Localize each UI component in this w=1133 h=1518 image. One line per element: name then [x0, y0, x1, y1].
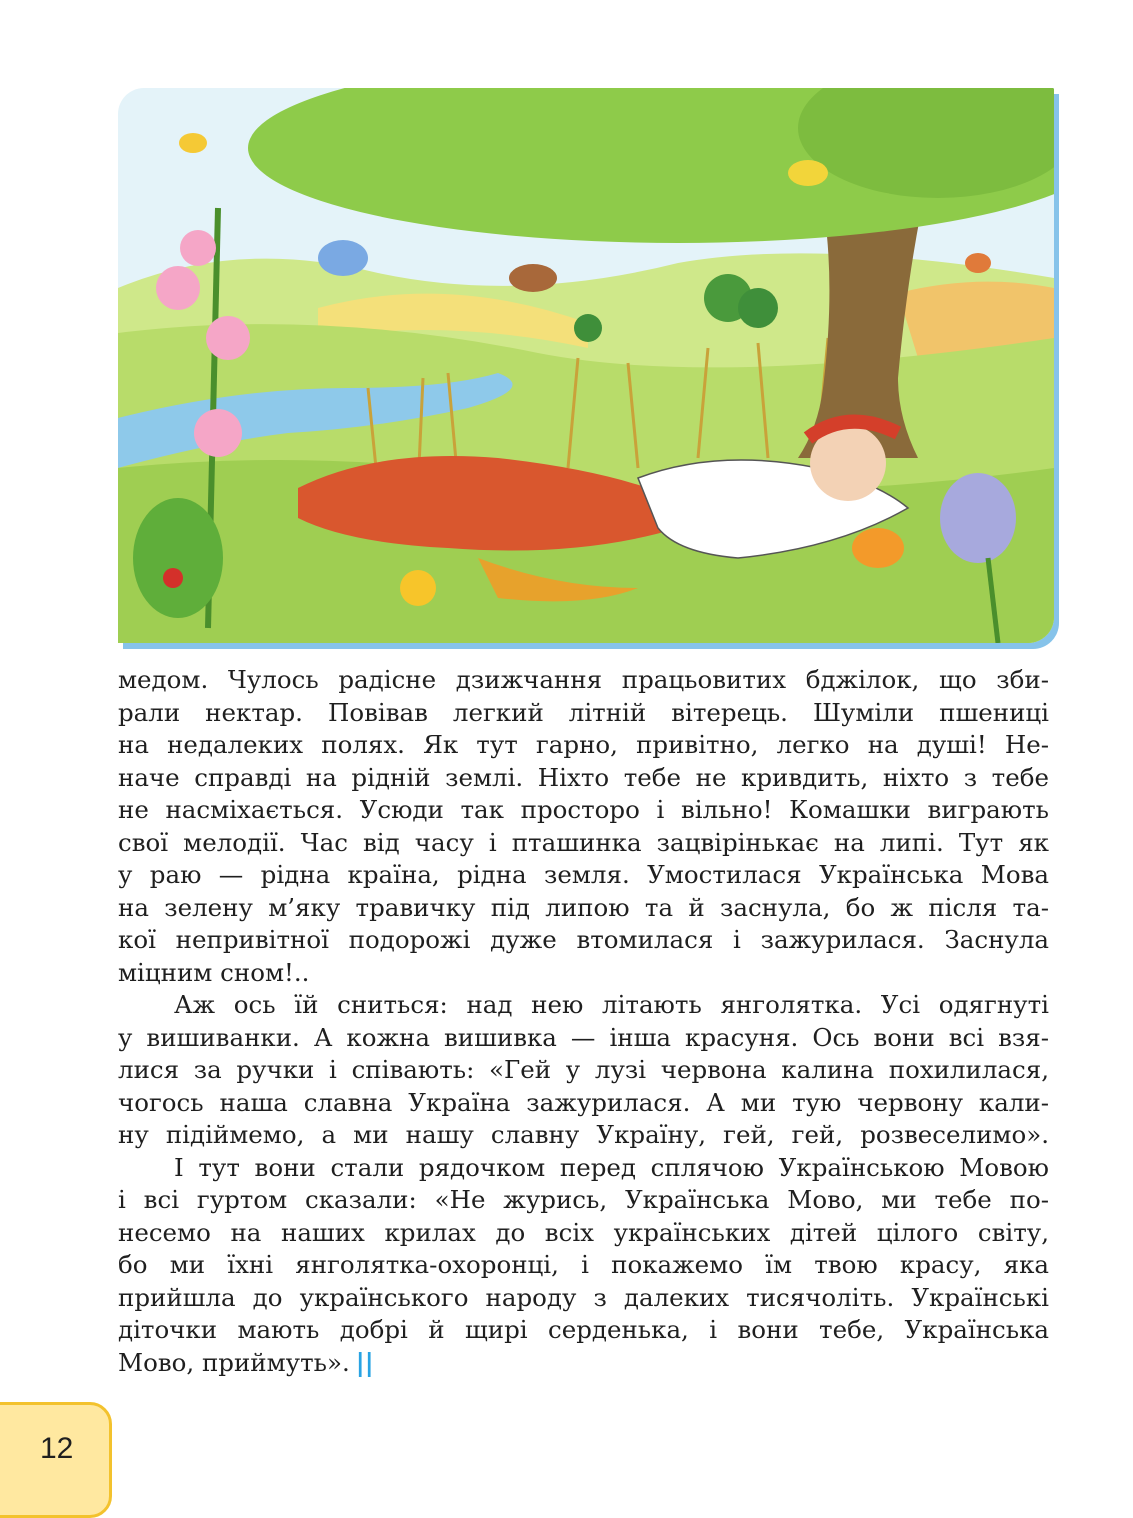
paragraph-line: рали нектар. Повівав легкий літній вітерець. Шуміли пшениці	[118, 697, 1049, 727]
paragraph-line: і всі гуртом сказали: «Не журись, Українська Мово, ми тебе по-	[118, 1185, 1049, 1214]
paragraph-line: на зелену м’яку травичку під липою та й заснула, бо ж після та-	[118, 892, 1049, 922]
paragraph-line-text: Мово, приймуть».	[118, 1347, 350, 1377]
paragraph-line: наче справді на рідній землі. Ніхто тебе не кривдить, ніхто з тебе	[118, 762, 1049, 792]
paragraph-line: несемо на наших крилах до всіх українських дітей цілого світу,	[118, 1217, 1049, 1247]
paragraph-line: міцним сном!..	[118, 957, 310, 987]
story-text	[118, 664, 1049, 1379]
paragraph-line: І тут вони стали рядочком перед сплячою Українською Мовою	[174, 1152, 1049, 1182]
paragraph-line: медом. Чулось радісне дзижчання працьовитих бджілок, що зби-	[118, 665, 1049, 694]
paragraph-line: свої мелодії. Час від часу і пташинка зацвірінькає на липі. Тут як	[118, 827, 1049, 857]
paragraph-line: діточки мають добрі й щирі серденька, і вони тебе, Українська	[118, 1315, 1049, 1344]
paragraph-last-line	[118, 1347, 1049, 1380]
paragraph-line: Аж ось їй сниться: над нею літають янголятка. Усі одягнуті	[174, 990, 1049, 1019]
paragraph-line: не насміхається. Усюди так просторо і вільно! Комашки виграють	[118, 795, 1049, 824]
paragraph-line: у вишиванки. А кожна вишивка — інша красуня. Ось вони всі взя-	[118, 1022, 1049, 1052]
story-illustration	[118, 88, 1054, 643]
meadow-scene-image	[118, 88, 1054, 643]
paragraph-line: на недалеких полях. Як тут гарно, привітно, легко на душі! Не-	[118, 730, 1049, 759]
end-of-story-mark: ||	[355, 1347, 374, 1377]
paragraph-line: бо ми їхні янголятка-охоронці, і покажемо їм твою красу, яка	[118, 1250, 1049, 1279]
paragraph-line: прийшла до українського народу з далеких тисячоліть. Українські	[118, 1282, 1049, 1312]
paragraph-line: у раю — рідна країна, рідна земля. Умостилася Українська Мова	[118, 860, 1049, 889]
paragraph-line: лися за ручки і співають: «Гей у лузі червона калина похилилася,	[118, 1055, 1049, 1084]
paragraph-line: ну підіймемо, а ми нашу славну Україну, гей, гей, розвеселимо».	[118, 1120, 1049, 1149]
paragraph-line: чогось наша славна Україна зажурилася. А ми тую червону кали-	[118, 1087, 1049, 1117]
paragraph-line: кої непривітної подорожі дуже втомилася і зажурилася. Заснула	[118, 925, 1049, 954]
page-number: 12	[40, 1432, 74, 1465]
